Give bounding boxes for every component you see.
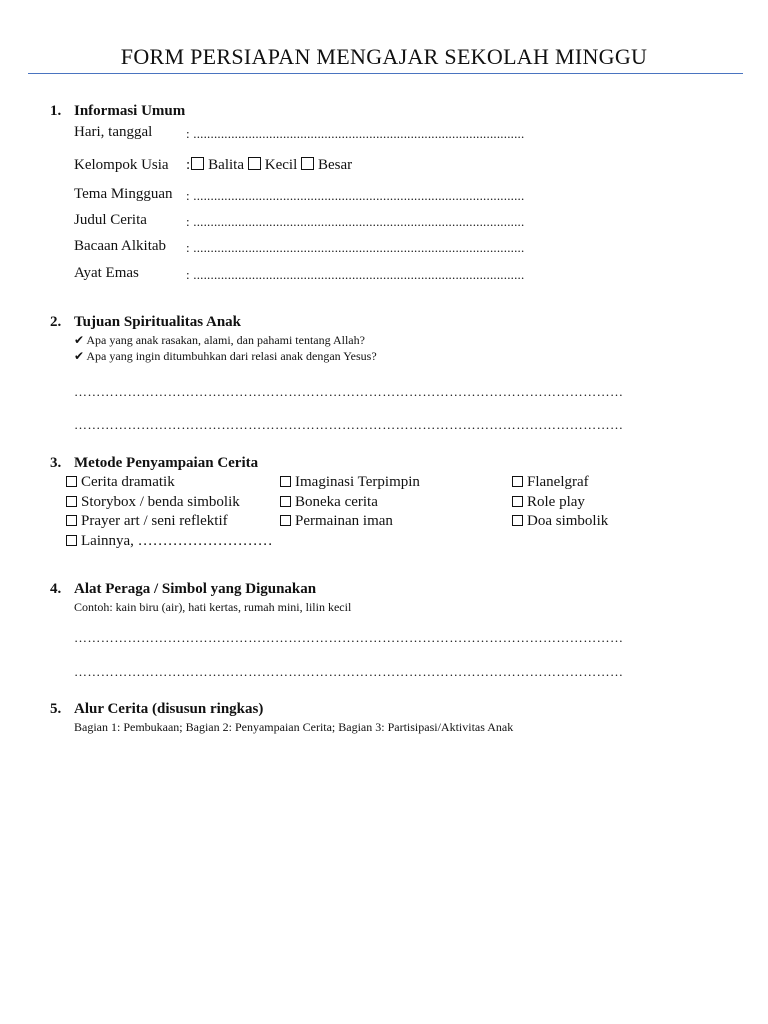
section-4-number: 4. [50,581,62,597]
goal-prompt-2: ✔ Apa yang ingin ditumbuhkan dari relasi anak dengan Yesus? [74,349,377,363]
checkbox-storybox[interactable] [66,496,77,507]
goal-prompt-1: ✔ Apa yang anak rasakan, alami, dan pahami tentang Allah? [74,333,365,347]
section-4-title: Alat Peraga / Simbol yang Digunakan [74,581,317,597]
title-divider [28,73,743,74]
method-label: Doa simbolik [527,513,609,529]
method-label: Imaginasi Terpimpin [295,474,420,490]
method-option-permainan-iman[interactable] [280,513,393,530]
method-label: Flanelgraf [527,474,589,490]
option-label-kecil: Kecil [264,157,298,173]
method-label: Boneka cerita [295,494,378,510]
checkbox-role-play[interactable] [512,496,523,507]
method-option-role-play[interactable] [512,494,585,511]
checkbox-boneka-cerita[interactable] [280,496,291,507]
section-2-number: 2. [50,314,62,330]
method-option-imaginasi-terpimpin[interactable] [280,474,420,491]
option-label-balita: Balita [208,157,244,173]
page-title: FORM PERSIAPAN MENGAJAR SEKOLAH MINGGU [120,44,648,69]
goal-answer-line-2[interactable]: …………………………………………………………………………………………………………… [74,417,624,432]
method-label: Permainan iman [295,513,393,529]
section-1-number: 1. [50,103,62,119]
section-3-number: 3. [50,455,62,471]
method-label: Lainnya, ……………………… [81,533,273,549]
field-label-ayat-emas: Ayat Emas [74,265,139,281]
section-5-title: Alur Cerita (disusun ringkas) [74,701,264,717]
goal-answer-line-1[interactable]: …………………………………………………………………………………………………………… [74,384,624,399]
method-option-cerita-dramatik[interactable] [66,474,175,491]
checkbox-balita[interactable] [191,157,204,170]
field-label-bacaan-alkitab: Bacaan Alkitab [74,238,167,254]
checkbox-doa-simbolik[interactable] [512,515,523,526]
checkbox-imaginasi-terpimpin[interactable] [280,476,291,487]
section-1-title: Informasi Umum [74,103,186,119]
method-label: Prayer art / seni reflektif [81,513,228,529]
field-label-judul-cerita: Judul Cerita [74,212,147,228]
field-bacaan-alkitab[interactable]: : ................................................................................................ [186,240,525,255]
method-label: Role play [527,494,585,510]
field-label-hari-tanggal: Hari, tanggal [74,124,153,140]
method-option-flanelgraf[interactable] [512,474,589,491]
method-label: Storybox / benda simbolik [81,494,240,510]
field-judul-cerita[interactable]: : ................................................................................................ [186,214,525,229]
checkbox-prayer-art[interactable] [66,515,77,526]
props-answer-line-2[interactable]: …………………………………………………………………………………………………………… [74,664,624,679]
field-ayat-emas[interactable]: : ................................................................................................ [186,267,525,282]
age-group-options [186,157,352,174]
props-example-note: Contoh: kain biru (air), hati kertas, rumah mini, lilin kecil [74,600,352,614]
field-tema-mingguan[interactable]: : ................................................................................................ [186,188,525,203]
section-2-title: Tujuan Spiritualitas Anak [74,314,242,330]
age-group-colon: : [186,157,191,173]
section-5-number: 5. [50,701,62,717]
method-option-prayer-art[interactable] [66,513,228,530]
method-option-storybox[interactable] [66,494,240,511]
field-label-tema-mingguan: Tema Mingguan [74,186,173,202]
field-hari-tanggal[interactable]: : ................................................................................................ [186,126,525,141]
checkbox-cerita-dramatik[interactable] [66,476,77,487]
method-option-lainnya[interactable] [66,533,273,550]
section-3-title: Metode Penyampaian Cerita [74,455,259,471]
method-option-boneka-cerita[interactable] [280,494,378,511]
checkbox-kecil[interactable] [248,157,261,170]
method-option-doa-simbolik[interactable] [512,513,608,530]
props-answer-line-1[interactable]: …………………………………………………………………………………………………………… [74,630,624,645]
checkbox-permainan-iman[interactable] [280,515,291,526]
checkbox-besar[interactable] [301,157,314,170]
field-label-kelompok-usia: Kelompok Usia [74,157,169,173]
checkbox-lainnya[interactable] [66,535,77,546]
method-label: Cerita dramatik [81,474,175,490]
checkbox-flanelgraf[interactable] [512,476,523,487]
story-flow-note: Bagian 1: Pembukaan; Bagian 2: Penyampaian Cerita; Bagian 3: Partisipasi/Aktivitas Anak [74,720,514,734]
option-label-besar: Besar [317,157,353,173]
